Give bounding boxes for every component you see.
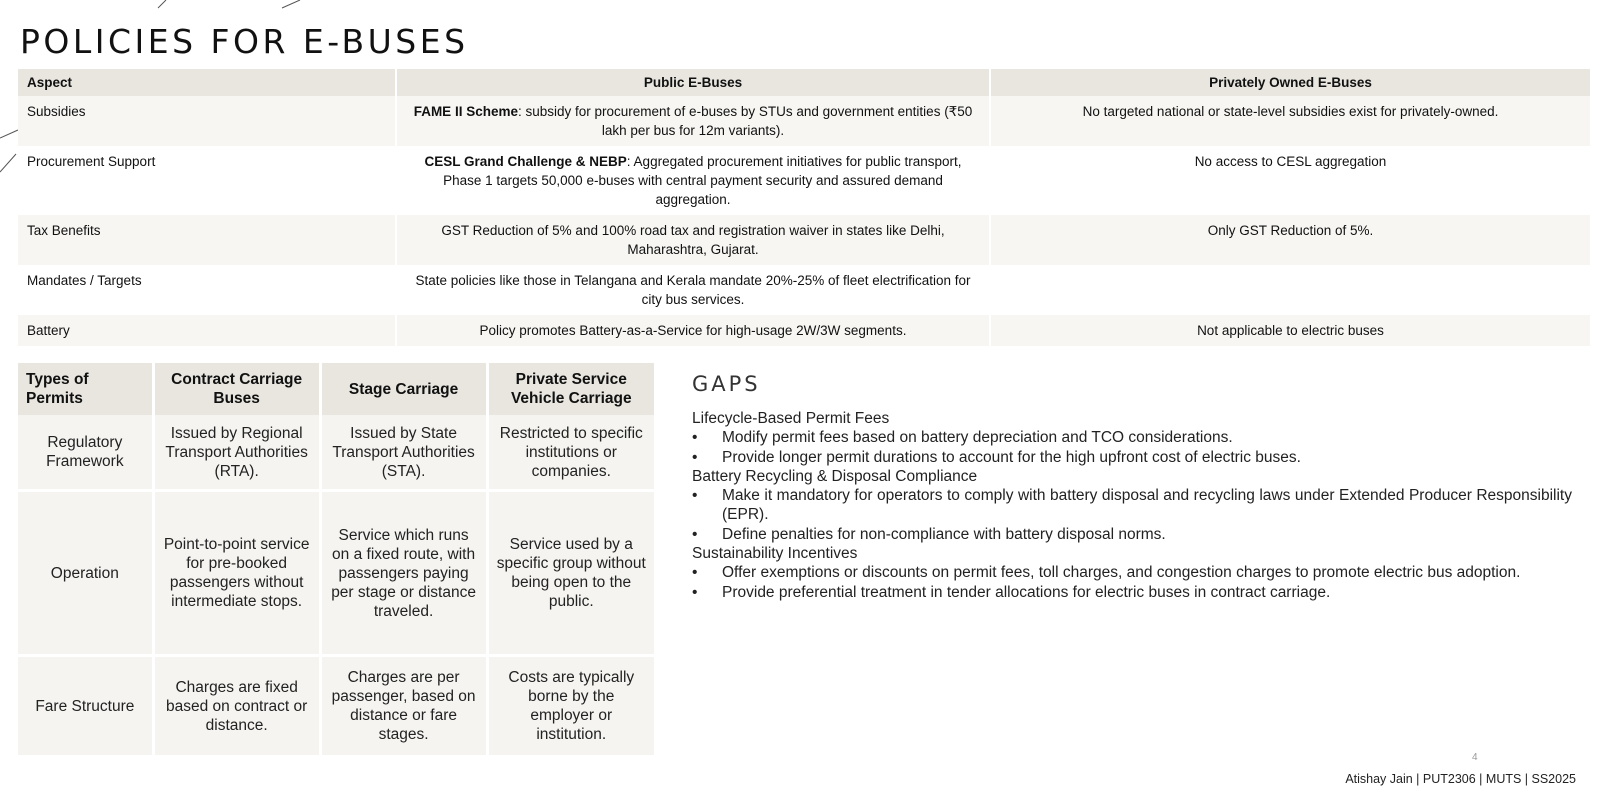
private-cell <box>990 265 1590 315</box>
policy-row-procurement <box>18 146 1590 215</box>
permit-row-fare <box>18 656 654 756</box>
public-cell <box>396 315 990 346</box>
gap-bullets <box>692 563 1572 602</box>
private-cell: No targeted national or state-level subsidies exist for privately-owned. <box>990 96 1590 146</box>
gap-bullet-item <box>692 525 1572 544</box>
permit-row-regulatory <box>18 415 654 491</box>
aspect-cell: Procurement Support <box>18 146 396 215</box>
header-contract-carriage: Contract Carriage Buses <box>153 363 320 415</box>
contract-cell: Point-to-point service for pre-booked passengers without intermediate stops. <box>153 491 320 656</box>
header-stage-carriage: Stage Carriage <box>320 363 487 415</box>
bullet-icon: • <box>692 583 698 601</box>
bullet-icon: • <box>692 564 698 582</box>
gaps-heading: GAPS <box>692 372 761 396</box>
public-cell <box>396 146 990 215</box>
public-cell <box>396 96 990 146</box>
public-cell <box>396 265 990 315</box>
header-aspect: Aspect <box>18 69 396 96</box>
contract-cell: Issued by Regional Transport Authorities (RTA). <box>153 415 320 491</box>
permit-table <box>18 363 654 755</box>
gap-bullet-item <box>692 563 1572 582</box>
permit-row-label: Regulatory Framework <box>18 415 153 491</box>
private-service-cell: Restricted to specific institutions or companies. <box>487 415 654 491</box>
header-public: Public E-Buses <box>396 69 990 96</box>
bullet-icon: • <box>692 525 698 543</box>
gap-section-title: Lifecycle-Based Permit Fees <box>692 410 890 427</box>
gap-bullet-item <box>692 486 1572 525</box>
gap-bullet-item <box>692 428 1572 447</box>
gap-bullet-text: Make it mandatory for operators to comply with battery disposal and recycling laws under Extended Producer Responsibility (EPR). <box>722 487 1572 524</box>
private-service-cell: Costs are typically borne by the employer or institution. <box>487 656 654 756</box>
policy-header-row <box>18 69 1590 96</box>
private-service-cell: Service used by a specific group without being open to the public. <box>487 491 654 656</box>
policy-row-tax <box>18 215 1590 265</box>
gap-bullets <box>692 428 1572 467</box>
gap-bullet-text: Define penalties for non-compliance with battery disposal norms. <box>722 525 1166 543</box>
permit-row-label: Fare Structure <box>18 656 153 756</box>
public-text: State policies like those in Telangana and Kerala mandate 20%-25% of fleet electrification for city bus services. <box>415 273 971 307</box>
private-cell: No access to CESL aggregation <box>990 146 1590 215</box>
gap-section-title: Sustainability Incentives <box>692 545 858 563</box>
policy-row-mandates <box>18 265 1590 315</box>
page-title: POLICIES FOR E-BUSES <box>20 22 469 61</box>
public-text: Policy promotes Battery-as-a-Service for high-usage 2W/3W segments. <box>479 323 907 338</box>
header-private-service: Private Service Vehicle Carriage <box>487 363 654 415</box>
contract-cell: Charges are fixed based on contract or distance. <box>153 656 320 756</box>
bullet-icon: • <box>692 487 698 505</box>
permit-row-operation <box>18 491 654 656</box>
gap-bullet-item <box>692 448 1572 467</box>
gap-bullets <box>692 486 1572 544</box>
gap-bullet-text: Provide preferential treatment in tender allocations for electric buses in contract carriage. <box>722 583 1331 601</box>
policy-table <box>18 69 1590 346</box>
private-cell: Not applicable to electric buses <box>990 315 1590 346</box>
page-number: 4 <box>1472 752 1478 763</box>
bullet-icon: • <box>692 448 698 466</box>
public-text: GST Reduction of 5% and 100% road tax and registration waiver in states like Delhi, Maharashtra, Gujarat. <box>441 223 945 257</box>
bullet-icon: • <box>692 429 698 447</box>
policy-row-battery <box>18 315 1590 346</box>
gap-bullet-text: Provide longer permit durations to account for the high upfront cost of electric buses. <box>722 448 1301 466</box>
permit-header-row <box>18 363 654 415</box>
header-private: Privately Owned E-Buses <box>990 69 1590 96</box>
gaps-list <box>692 409 1572 602</box>
policy-row-subsidies <box>18 96 1590 146</box>
aspect-cell: Subsidies <box>18 96 396 146</box>
gap-bullet-text: Modify permit fees based on battery depreciation and TCO considerations. <box>722 429 1233 447</box>
stage-cell: Charges are per passenger, based on distance or fare stages. <box>320 656 487 756</box>
gap-bullet-text: Offer exemptions or discounts on permit fees, toll charges, and congestion charges to promote electric bus adoption. <box>722 564 1521 582</box>
public-text: : subsidy for procurement of e-buses by STUs and government entities (₹50 lakh per bus for 12m variants). <box>517 104 973 138</box>
stage-cell: Issued by State Transport Authorities (STA). <box>320 415 487 491</box>
public-text: : Aggregated procurement initiatives for public transport, Phase 1 targets 50,000 e-buses with central payment security and assured demand aggregation. <box>443 154 962 207</box>
gap-section-title: Battery Recycling & Disposal Compliance <box>692 467 978 485</box>
footer-credit: Atishay Jain | PUT2306 | MUTS | SS2025 <box>1345 772 1576 786</box>
aspect-cell: Mandates / Targets <box>18 265 396 315</box>
header-permit-types: Types of Permits <box>18 363 153 415</box>
public-emphasis: CESL Grand Challenge & NEBP <box>424 154 627 169</box>
public-cell <box>396 215 990 265</box>
gap-bullet-item <box>692 583 1572 602</box>
public-emphasis: FAME II Scheme <box>413 104 518 119</box>
private-cell: Only GST Reduction of 5%. <box>990 215 1590 265</box>
permit-row-label: Operation <box>18 491 153 656</box>
aspect-cell: Tax Benefits <box>18 215 396 265</box>
stage-cell: Service which runs on a fixed route, with passengers paying per stage or distance traveled. <box>320 491 487 656</box>
aspect-cell: Battery <box>18 315 396 346</box>
